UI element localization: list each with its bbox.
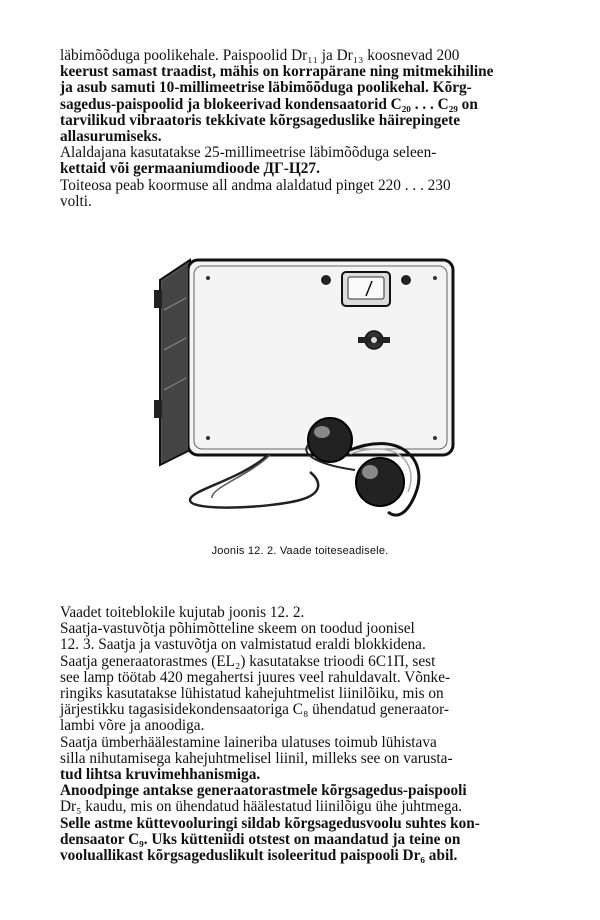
headphone-left-icon	[308, 418, 352, 462]
text-line: lambi võre ja anoodiga.	[60, 717, 205, 735]
text-line: keerust samast traadist, mähis on korrapärane ning mitmekihiline	[60, 63, 494, 81]
text-line: Saatja generaatorastmes (EL₂) kasutatakse trioodi 6C1П, sest	[60, 652, 436, 670]
text-line: Anoodpinge antakse generaatorastmele kõrgsagedus-paispooli	[60, 782, 467, 800]
text-line: kettaid või germaaniumdioode ДГ-Ц27.	[60, 160, 320, 178]
text-line: see lamp töötab 420 megahertsi juures veel rahuldavalt. Võnke-	[60, 668, 451, 686]
cable	[190, 455, 318, 508]
text-line: volti.	[60, 192, 92, 210]
power-supply-illustration	[150, 250, 460, 530]
text-line: vooluallikast kõrgsageduslikult isoleeritud paispooli Dr₆ abil.	[60, 847, 458, 865]
text-line: silla nihutamisega kahejuhtmelisel liinil, milleks see on varusta-	[60, 749, 453, 767]
text-line: ja asub samuti 10-millimeetrise läbimõõduga poolikehal. Kõrg-	[60, 79, 472, 97]
bottom-paragraphs	[60, 605, 570, 864]
text-line: tud lihtsa kruvimehhanismiga.	[60, 766, 261, 784]
text-line: Saatja ümberhäälestamine laineriba ulatuses toimub lühistava	[60, 733, 437, 751]
headphone-right-icon	[356, 458, 404, 506]
figure-caption: Joonis 12. 2. Vaade toiteseadisele.	[211, 545, 389, 557]
top-paragraphs	[60, 48, 570, 210]
text-line: sagedus-paispoolid ja blokeerivad kondensaatorid C₂₀ . . . C₂₉ on	[60, 95, 478, 113]
text-line: Selle astme küttevooluringi sildab kõrgsagedusvoolu suhtes kon-	[60, 814, 480, 832]
text-line: läbimõõduga poolikehale. Paispoolid Dr₁₁ ja Dr₁₃ koosnevad 200	[60, 47, 460, 64]
case-latch	[154, 290, 162, 308]
case-latch	[154, 400, 162, 418]
text-line: Saatja-vastuvõtja põhimõtteline skeem on toodud joonisel	[60, 620, 415, 638]
text-line: Alaldajana kasutatakse 25-millimeetrise läbimõõduga seleen-	[60, 144, 437, 162]
text-line: allasurumiseks.	[60, 128, 162, 146]
text-line: Toiteosa peab koormuse all andma alaldatud pinget 220 . . . 230	[60, 176, 451, 194]
text-line: ringiks kasutatakse lühistatud kahejuhtmelist liinilõiku, mis on	[60, 685, 444, 703]
text-line: Dr₅ kaudu, mis on ühendatud häälestatud liinilõigu ühe juhtmega.	[60, 798, 463, 816]
case-shadow	[162, 264, 188, 462]
text-line: densaator C₉. Uks kütteniidi otstest on maandatud ja teine on	[60, 830, 461, 848]
text-line: järjestikku tagasisidekondensaatoriga C₈ ühendatud generaator-	[60, 701, 450, 719]
text-line: tarvilikud vibraatoris tekkivate kõrgsageduslike häirepingete	[60, 111, 460, 129]
text-line: Vaadet toiteblokile kujutab joonis 12. 2.	[60, 604, 305, 621]
text-line: 12. 3. Saatja ja vastuvõtja on valmistatud eraldi blokkidena.	[60, 636, 426, 654]
